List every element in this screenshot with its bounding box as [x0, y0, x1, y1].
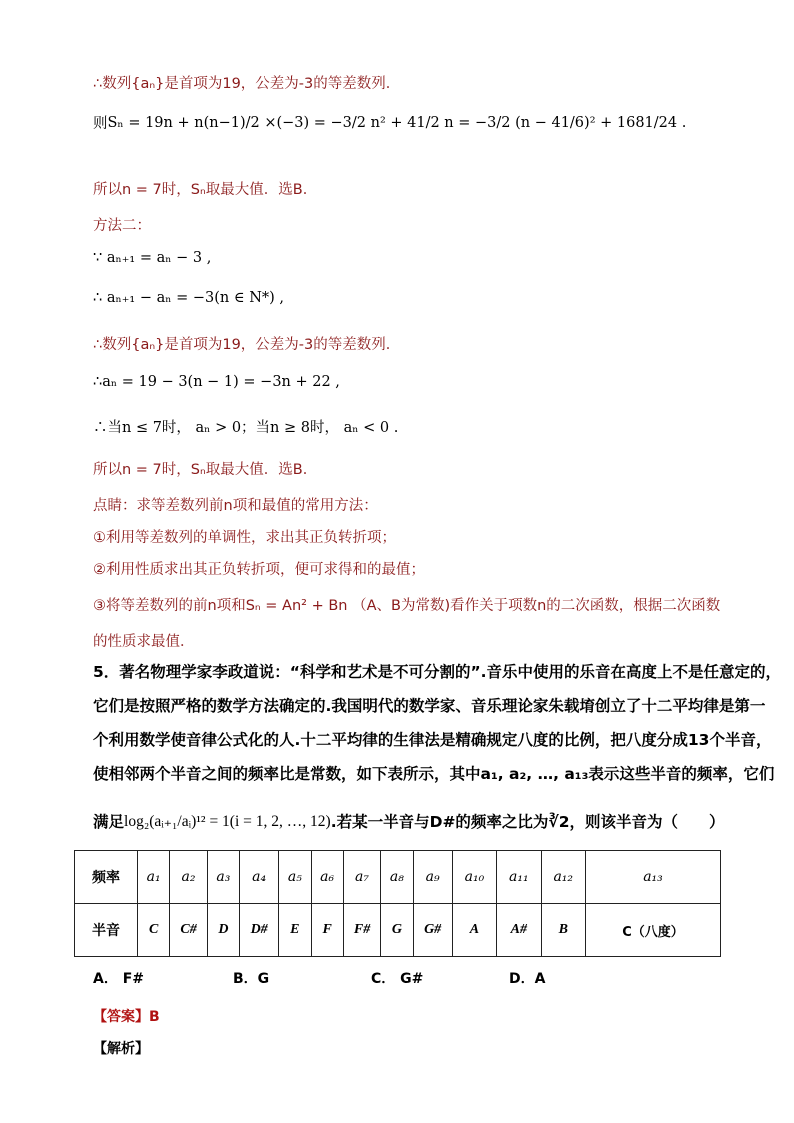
question-para-1: 5．著名物理学家李政道说：“科学和艺术是不可分割的”.音乐中使用的乐音在高度上不是任意定的， — [93, 663, 782, 681]
table-cell-note: F — [311, 904, 343, 957]
table-cell-note: C — [138, 904, 170, 957]
table-cell-freq: a₁₂ — [541, 851, 585, 904]
table-cell-note: D — [207, 904, 239, 957]
table-cell-note: A# — [497, 904, 541, 957]
option-a[interactable]: A． F# — [93, 971, 145, 987]
table-cell-freq: a₂ — [170, 851, 207, 904]
option-d[interactable]: D．A — [509, 971, 546, 987]
table-cell-freq: a₁₃ — [585, 851, 720, 904]
table-cell-freq: a₉ — [413, 851, 452, 904]
table-cell-note: G — [381, 904, 413, 957]
frequency-note-table — [74, 850, 721, 957]
option-c[interactable]: C． G# — [371, 971, 424, 987]
table-cell-freq: a₁ — [138, 851, 170, 904]
solution-line-1: ∴数列{aₙ}是首项为19，公差为-3的等差数列． — [93, 76, 401, 92]
solution-line-8: ∴aₙ = 19 − 3(n − 1) = −3n + 22 , — [93, 374, 340, 390]
table-cell-note: A — [452, 904, 496, 957]
table-cell-freq: a₆ — [311, 851, 343, 904]
table-cell-note: C# — [170, 904, 207, 957]
question-p5-end: .若某一半音与D#的频率之比为∛2，则该半音为（ ） — [330, 813, 725, 831]
table-row-frequency — [75, 851, 721, 904]
log-formula: log₂(aᵢ₊₁/aᵢ)¹² = 1(i = 1, 2, …, 12) — [124, 812, 331, 830]
solution-line-10: 所以n = 7时，Sₙ取最大值．选B． — [93, 462, 318, 478]
tip-item-3-cont: 的性质求最值． — [93, 634, 195, 650]
solution-line-5: ∵ aₙ₊₁ = aₙ − 3 , — [93, 250, 212, 266]
table-cell-freq: a₁₁ — [497, 851, 541, 904]
table-cell-note: G# — [413, 904, 452, 957]
question-para-3: 个利用数学使音律公式化的人.十二平均律的生律法是精确规定八度的比例，把八度分成13个半音， — [93, 731, 772, 749]
table-head-semitone: 半音 — [75, 904, 138, 957]
solution-line-6: ∴ aₙ₊₁ − aₙ = −3(n ∈ N*) , — [93, 290, 285, 306]
sum-formula-line — [93, 112, 686, 133]
method-two-heading: 方法二： — [93, 218, 151, 234]
option-b[interactable]: B．G — [233, 971, 270, 987]
table-cell-freq: a₃ — [207, 851, 239, 904]
answer-label: 【答案】B — [93, 1009, 160, 1025]
table-cell-freq: a₁₀ — [452, 851, 496, 904]
question-p5-start: 满足 — [93, 813, 125, 831]
question-para-5 — [93, 810, 725, 832]
question-para-2: 它们是按照严格的数学方法确定的.我国明代的数学家、音乐理论家朱载堉创立了十二平均律是第一 — [93, 697, 766, 715]
table-cell-freq: a₄ — [240, 851, 279, 904]
table-cell-freq: a₇ — [343, 851, 380, 904]
solution-line-9: ∴当n ≤ 7时， aₙ > 0；当n ≥ 8时， aₙ < 0 . — [93, 420, 399, 436]
table-cell-note: E — [279, 904, 311, 957]
question-para-4: 使相邻两个半音之间的频率比是常数，如下表所示，其中a₁, a₂, …, a₁₃表示这些半音的频率，它们 — [93, 765, 775, 783]
table-cell-note: C（八度） — [585, 904, 720, 957]
table-cell-freq: a₈ — [381, 851, 413, 904]
tip-item-2: ②利用性质求出其正负转折项，便可求得和的最值； — [93, 562, 425, 578]
sum-formula: Sₙ = 19n + n(n−1)/2 ×(−3) = −3/2 n² + 41/2 n = −3/2 (n − 41/6)² + 1681/24 . — [107, 114, 687, 131]
sum-prefix: 则 — [93, 116, 108, 132]
table-cell-note: B — [541, 904, 585, 957]
tip-item-1: ①利用等差数列的单调性，求出其正负转折项； — [93, 530, 396, 546]
solution-line-7: ∴数列{aₙ}是首项为19，公差为-3的等差数列． — [93, 337, 401, 353]
tip-heading: 点睛：求等差数列前n项和最值的常用方法： — [93, 498, 378, 514]
table-cell-freq: a₅ — [279, 851, 311, 904]
table-cell-note: D# — [240, 904, 279, 957]
table-row-semitone — [75, 904, 721, 957]
table-head-frequency: 频率 — [75, 851, 138, 904]
table-cell-note: F# — [343, 904, 380, 957]
analysis-label: 【解析】 — [93, 1041, 149, 1057]
tip-item-3: ③将等差数列的前n项和Sₙ = An² + Bn （A、B为常数)看作关于项数n的二次函数，根据二次函数 — [93, 598, 721, 614]
solution-line-3: 所以n = 7时，Sₙ取最大值．选B． — [93, 182, 318, 198]
